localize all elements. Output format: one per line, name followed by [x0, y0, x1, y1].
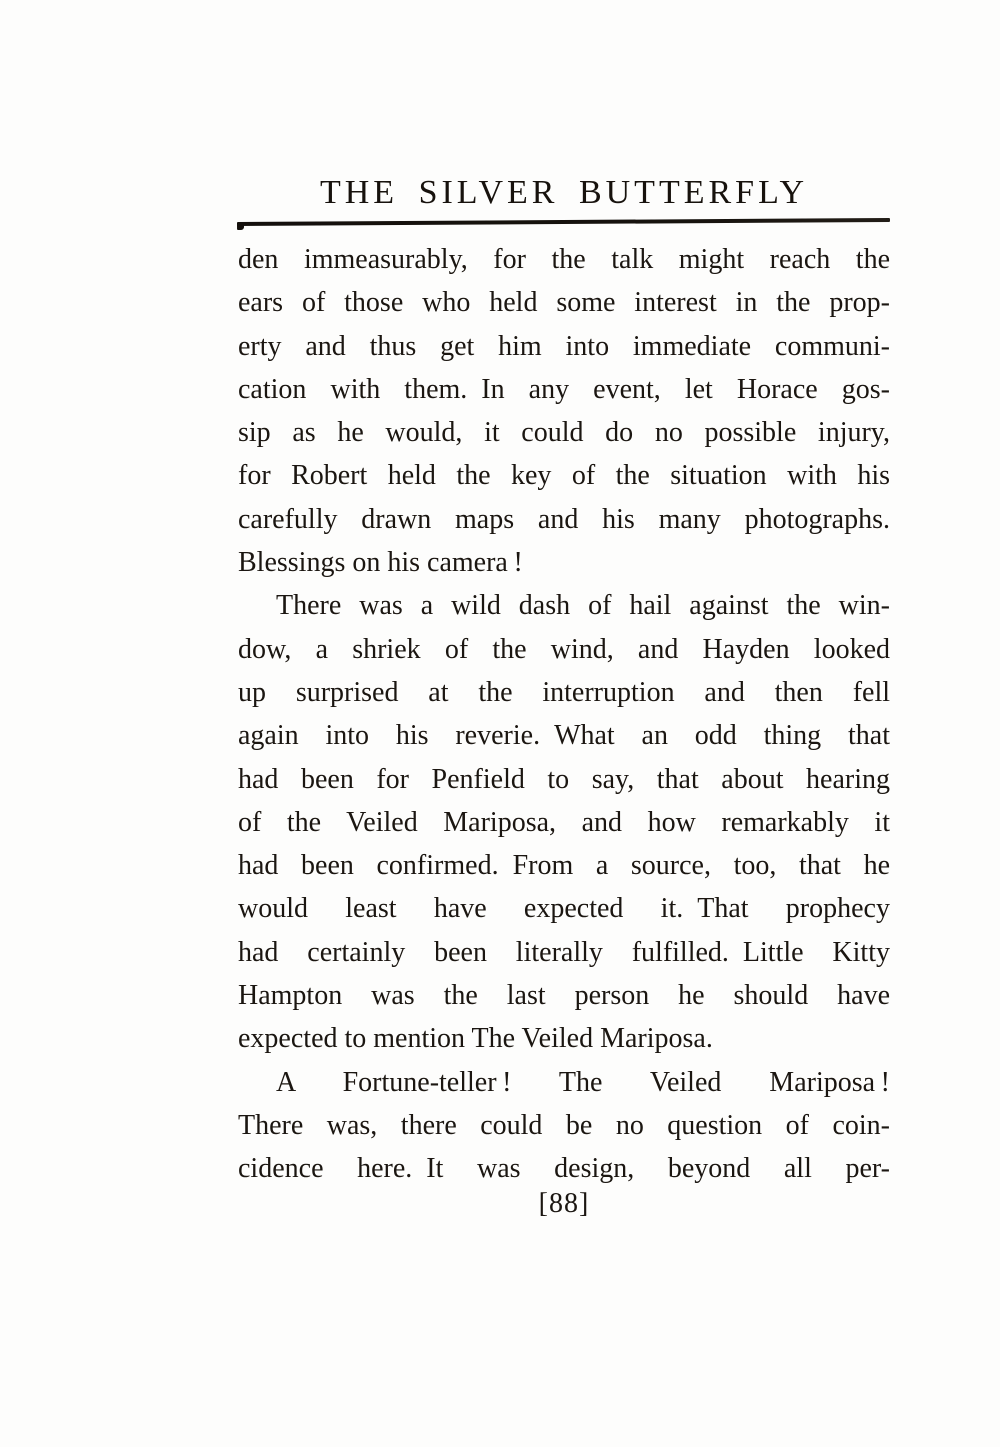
- text-line: up surprised at the interruption and then fell: [238, 676, 890, 708]
- text-line: had certainly been literally fulfilled. Little Kitty: [238, 936, 890, 968]
- text-line: den immeasurably, for the talk might reach the: [238, 244, 890, 275]
- text-line: Blessings on his camera !: [238, 547, 523, 579]
- page-body: [238, 238, 890, 1191]
- text-line: again into his reverie. What an odd thing that: [238, 720, 890, 752]
- text-line: erty and thus get him into immediate communi-: [238, 330, 890, 362]
- text-line: Hampton was the last person he should have: [238, 980, 890, 1012]
- text-line: dow, a shriek of the wind, and Hayden looked: [238, 633, 890, 665]
- text-line: had been for Penfield to say, that about hearing: [238, 763, 890, 795]
- text-line: There was, there could be no question of coin-: [238, 1109, 890, 1141]
- text-line: ears of those who held some interest in the prop-: [238, 287, 890, 319]
- text-line: of the Veiled Mariposa, and how remarkably it: [238, 806, 890, 838]
- text-line: cation with them. In any event, let Horace gos-: [238, 373, 890, 405]
- text-line: There was a wild dash of hail against the win-: [276, 590, 890, 622]
- text-line: expected to mention The Veiled Mariposa.: [238, 1023, 713, 1055]
- text-line: cidence here. It was design, beyond all per-: [238, 1153, 890, 1185]
- text-line: would least have expected it. That prophecy: [238, 893, 890, 925]
- header-rule-divider: [237, 218, 890, 226]
- text-line: A Fortune-teller ! The Veiled Mariposa !: [276, 1066, 890, 1098]
- text-line: for Robert held the key of the situation with his: [238, 460, 890, 492]
- text-line: had been confirmed. From a source, too, that he: [238, 850, 890, 882]
- text-line: carefully drawn maps and his many photographs.: [238, 503, 890, 535]
- text-line: sip as he would, it could do no possible injury,: [238, 417, 890, 449]
- page-title: THE SILVER BUTTERFLY: [319, 174, 808, 211]
- page-number: [88]: [538, 1188, 590, 1219]
